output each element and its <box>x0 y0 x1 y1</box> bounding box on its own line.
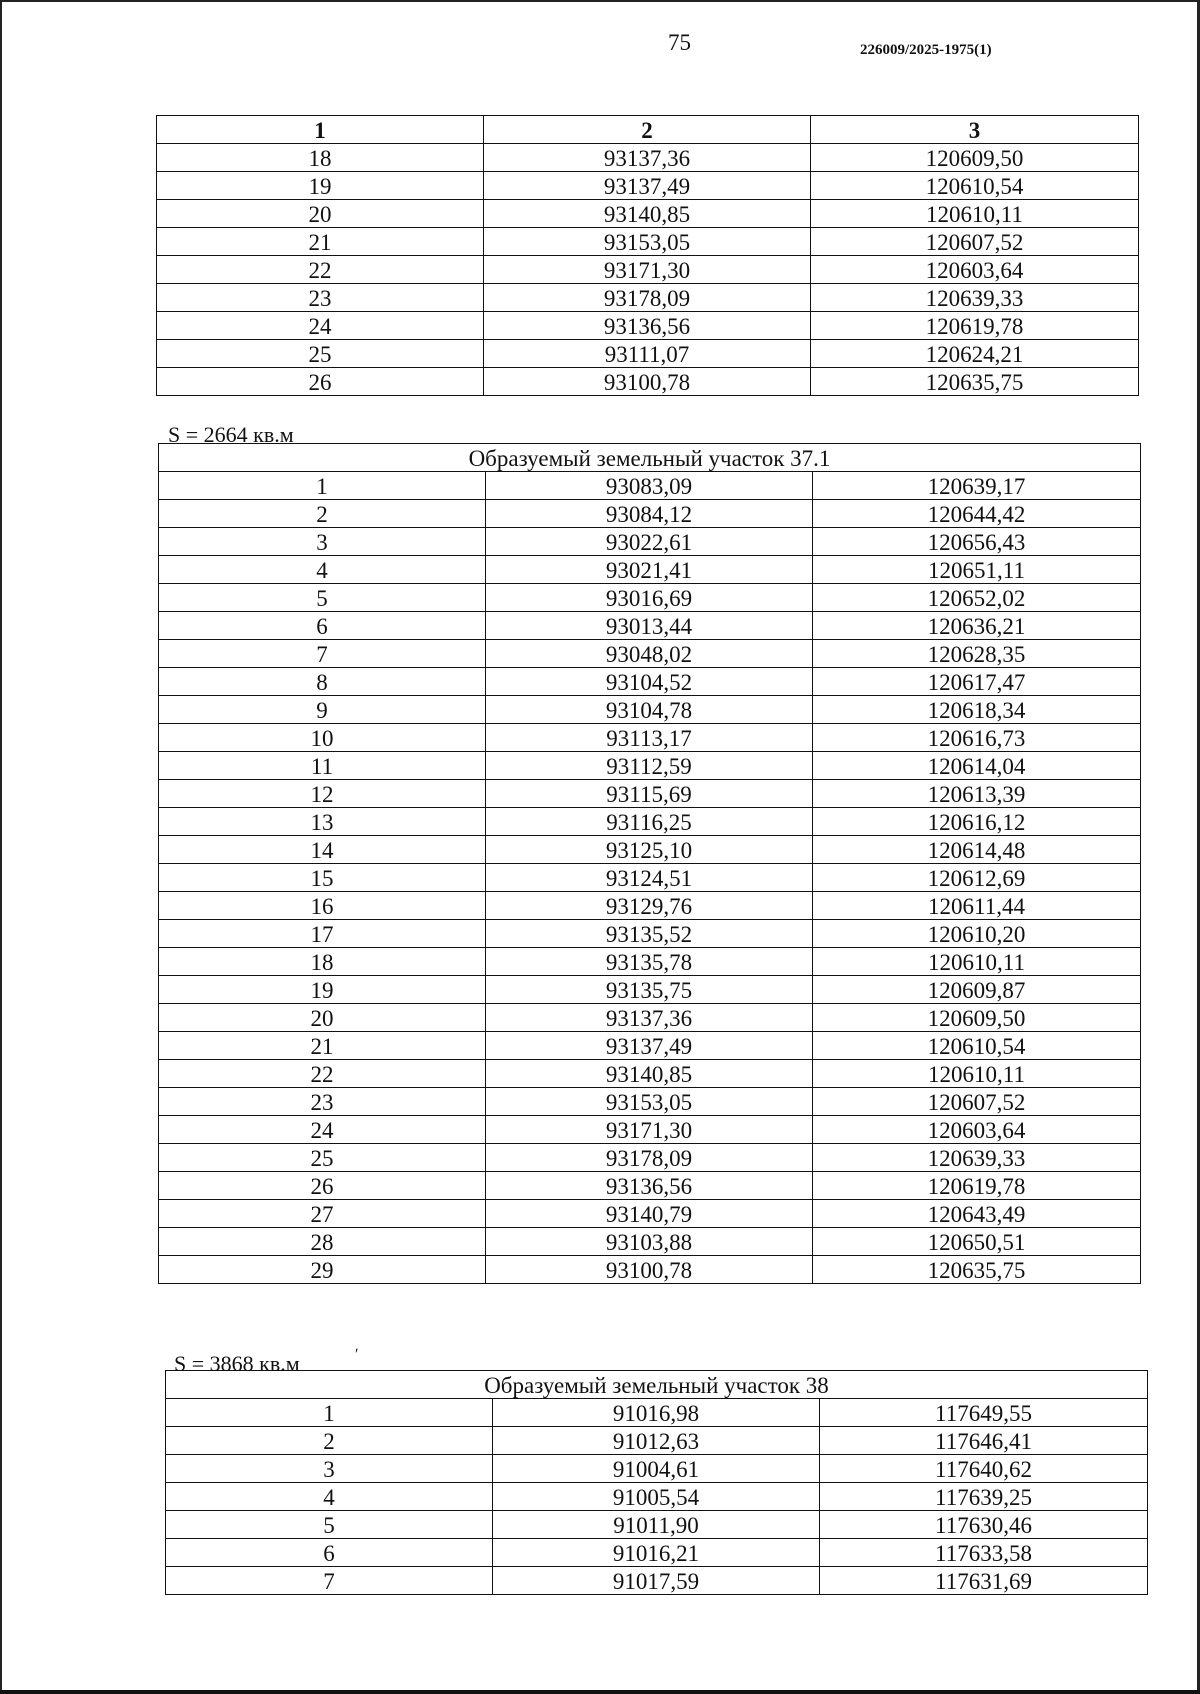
y-coordinate-cell: 120610,54 <box>811 172 1139 200</box>
point-number-cell: 18 <box>159 948 486 976</box>
table-row <box>159 1172 1141 1200</box>
table-row <box>166 1539 1148 1567</box>
point-number-cell: 24 <box>157 312 484 340</box>
point-number-cell: 28 <box>159 1228 486 1256</box>
y-coordinate-cell: 120616,73 <box>813 724 1141 752</box>
table-row <box>159 864 1141 892</box>
y-coordinate-cell: 120607,52 <box>811 228 1139 256</box>
point-number-cell: 26 <box>157 368 484 396</box>
table-row <box>157 228 1139 256</box>
table-row <box>166 1427 1148 1455</box>
point-number-cell: 21 <box>157 228 484 256</box>
table-row <box>157 368 1139 396</box>
y-coordinate-cell: 117631,69 <box>820 1567 1148 1595</box>
table-row <box>159 1088 1141 1116</box>
point-number-cell: 14 <box>159 836 486 864</box>
x-coordinate-cell: 93137,36 <box>486 1004 813 1032</box>
table-row <box>159 584 1141 612</box>
x-coordinate-cell: 93153,05 <box>484 228 811 256</box>
table-row <box>159 640 1141 668</box>
point-number-cell: 2 <box>159 500 486 528</box>
page-number: 75 <box>668 30 691 55</box>
point-number-cell: 7 <box>166 1567 493 1595</box>
table-title: Образуемый земельный участок 38 <box>166 1371 1148 1399</box>
y-coordinate-cell: 120636,21 <box>813 612 1141 640</box>
table-row <box>159 808 1141 836</box>
x-coordinate-cell: 91011,90 <box>493 1511 820 1539</box>
x-coordinate-cell: 93103,88 <box>486 1228 813 1256</box>
x-coordinate-cell: 93153,05 <box>486 1088 813 1116</box>
table-row <box>166 1455 1148 1483</box>
table-row <box>157 200 1139 228</box>
point-number-cell: 19 <box>159 976 486 1004</box>
x-coordinate-cell: 93140,79 <box>486 1200 813 1228</box>
table-row <box>159 556 1141 584</box>
x-coordinate-cell: 93178,09 <box>484 284 811 312</box>
table-row <box>157 172 1139 200</box>
x-coordinate-cell: 93104,78 <box>486 696 813 724</box>
x-coordinate-cell: 91016,21 <box>493 1539 820 1567</box>
point-number-cell: 23 <box>159 1088 486 1116</box>
coordinates-table-parcel-37-1 <box>158 443 1141 1284</box>
point-number-cell: 5 <box>159 584 486 612</box>
y-coordinate-cell: 117640,62 <box>820 1455 1148 1483</box>
point-number-cell: 1 <box>166 1399 493 1427</box>
page-edge-bottom <box>0 1690 1200 1694</box>
table-row <box>159 724 1141 752</box>
table-row <box>157 312 1139 340</box>
table-row <box>159 1116 1141 1144</box>
point-number-cell: 29 <box>159 1256 486 1284</box>
y-coordinate-cell: 120607,52 <box>813 1088 1141 1116</box>
point-number-cell: 6 <box>159 612 486 640</box>
table-row <box>166 1483 1148 1511</box>
table-row <box>159 752 1141 780</box>
y-coordinate-cell: 120614,48 <box>813 836 1141 864</box>
column-header: 3 <box>811 116 1139 144</box>
point-number-cell: 18 <box>157 144 484 172</box>
x-coordinate-cell: 93022,61 <box>486 528 813 556</box>
x-coordinate-cell: 93135,78 <box>486 948 813 976</box>
x-coordinate-cell: 93137,49 <box>486 1032 813 1060</box>
x-coordinate-cell: 93112,59 <box>486 752 813 780</box>
point-number-cell: 3 <box>166 1455 493 1483</box>
table-row <box>157 144 1139 172</box>
point-number-cell: 3 <box>159 528 486 556</box>
x-coordinate-cell: 93171,30 <box>484 256 811 284</box>
y-coordinate-cell: 120610,20 <box>813 920 1141 948</box>
y-coordinate-cell: 120618,34 <box>813 696 1141 724</box>
y-coordinate-cell: 120651,11 <box>813 556 1141 584</box>
table-title-row <box>159 444 1141 472</box>
x-coordinate-cell: 91016,98 <box>493 1399 820 1427</box>
point-number-cell: 15 <box>159 864 486 892</box>
x-coordinate-cell: 93113,17 <box>486 724 813 752</box>
x-coordinate-cell: 93137,36 <box>484 144 811 172</box>
point-number-cell: 25 <box>157 340 484 368</box>
x-coordinate-cell: 93125,10 <box>486 836 813 864</box>
x-coordinate-cell: 93115,69 <box>486 780 813 808</box>
x-coordinate-cell: 93083,09 <box>486 472 813 500</box>
x-coordinate-cell: 93084,12 <box>486 500 813 528</box>
coordinates-table-continuation <box>156 115 1139 396</box>
y-coordinate-cell: 120628,35 <box>813 640 1141 668</box>
y-coordinate-cell: 120639,17 <box>813 472 1141 500</box>
y-coordinate-cell: 120635,75 <box>813 1256 1141 1284</box>
y-coordinate-cell: 120603,64 <box>811 256 1139 284</box>
x-coordinate-cell: 91004,61 <box>493 1455 820 1483</box>
point-number-cell: 7 <box>159 640 486 668</box>
point-number-cell: 22 <box>157 256 484 284</box>
table-row <box>159 1144 1141 1172</box>
y-coordinate-cell: 120652,02 <box>813 584 1141 612</box>
area-label-parcel-37: S = 2664 кв.м <box>168 422 294 447</box>
x-coordinate-cell: 93171,30 <box>486 1116 813 1144</box>
point-number-cell: 16 <box>159 892 486 920</box>
table-row <box>166 1567 1148 1595</box>
table-row <box>159 1200 1141 1228</box>
y-coordinate-cell: 117633,58 <box>820 1539 1148 1567</box>
table-title-row <box>166 1371 1148 1399</box>
x-coordinate-cell: 93140,85 <box>486 1060 813 1088</box>
table-row <box>159 528 1141 556</box>
point-number-cell: 27 <box>159 1200 486 1228</box>
table-row <box>159 1228 1141 1256</box>
table-title: Образуемый земельный участок 37.1 <box>159 444 1141 472</box>
x-coordinate-cell: 93136,56 <box>484 312 811 340</box>
stray-mark: ʹ <box>355 1346 359 1363</box>
x-coordinate-cell: 93178,09 <box>486 1144 813 1172</box>
point-number-cell: 8 <box>159 668 486 696</box>
y-coordinate-cell: 120610,11 <box>813 1060 1141 1088</box>
table-row <box>159 612 1141 640</box>
x-coordinate-cell: 93116,25 <box>486 808 813 836</box>
point-number-cell: 9 <box>159 696 486 724</box>
table-row <box>159 892 1141 920</box>
coordinates-table-parcel-38 <box>165 1370 1148 1595</box>
x-coordinate-cell: 91005,54 <box>493 1483 820 1511</box>
table-row <box>159 948 1141 976</box>
page-edge-top <box>0 0 1200 2</box>
x-coordinate-cell: 93100,78 <box>486 1256 813 1284</box>
table-row <box>159 500 1141 528</box>
y-coordinate-cell: 120613,39 <box>813 780 1141 808</box>
y-coordinate-cell: 120609,87 <box>813 976 1141 1004</box>
point-number-cell: 24 <box>159 1116 486 1144</box>
column-header: 2 <box>484 116 811 144</box>
point-number-cell: 25 <box>159 1144 486 1172</box>
table-row <box>157 284 1139 312</box>
x-coordinate-cell: 93021,41 <box>486 556 813 584</box>
y-coordinate-cell: 120603,64 <box>813 1116 1141 1144</box>
x-coordinate-cell: 93104,52 <box>486 668 813 696</box>
point-number-cell: 6 <box>166 1539 493 1567</box>
area-label-parcel-37-1: S = 3868 кв.м <box>174 1351 300 1376</box>
y-coordinate-cell: 120612,69 <box>813 864 1141 892</box>
table-row <box>159 472 1141 500</box>
document-id: 226009/2025-1975(1) <box>860 42 992 58</box>
point-number-cell: 1 <box>159 472 486 500</box>
y-coordinate-cell: 120639,33 <box>811 284 1139 312</box>
table-row <box>159 780 1141 808</box>
x-coordinate-cell: 91017,59 <box>493 1567 820 1595</box>
y-coordinate-cell: 120609,50 <box>813 1004 1141 1032</box>
table-row <box>159 836 1141 864</box>
x-coordinate-cell: 93100,78 <box>484 368 811 396</box>
column-header: 1 <box>157 116 484 144</box>
y-coordinate-cell: 120609,50 <box>811 144 1139 172</box>
point-number-cell: 19 <box>157 172 484 200</box>
table-row <box>166 1511 1148 1539</box>
y-coordinate-cell: 117639,25 <box>820 1483 1148 1511</box>
y-coordinate-cell: 120619,78 <box>813 1172 1141 1200</box>
point-number-cell: 11 <box>159 752 486 780</box>
y-coordinate-cell: 117649,55 <box>820 1399 1148 1427</box>
y-coordinate-cell: 120624,21 <box>811 340 1139 368</box>
point-number-cell: 26 <box>159 1172 486 1200</box>
table-row <box>157 256 1139 284</box>
table-row <box>166 1399 1148 1427</box>
y-coordinate-cell: 117630,46 <box>820 1511 1148 1539</box>
table-row <box>159 920 1141 948</box>
point-number-cell: 17 <box>159 920 486 948</box>
x-coordinate-cell: 93016,69 <box>486 584 813 612</box>
y-coordinate-cell: 120610,54 <box>813 1032 1141 1060</box>
y-coordinate-cell: 120643,49 <box>813 1200 1141 1228</box>
point-number-cell: 5 <box>166 1511 493 1539</box>
y-coordinate-cell: 120610,11 <box>811 200 1139 228</box>
x-coordinate-cell: 93135,75 <box>486 976 813 1004</box>
table-row <box>159 1032 1141 1060</box>
point-number-cell: 4 <box>159 556 486 584</box>
y-coordinate-cell: 120635,75 <box>811 368 1139 396</box>
point-number-cell: 21 <box>159 1032 486 1060</box>
page-edge-left <box>0 0 2 1694</box>
point-number-cell: 22 <box>159 1060 486 1088</box>
x-coordinate-cell: 93136,56 <box>486 1172 813 1200</box>
y-coordinate-cell: 120656,43 <box>813 528 1141 556</box>
table-row <box>157 340 1139 368</box>
x-coordinate-cell: 93111,07 <box>484 340 811 368</box>
point-number-cell: 4 <box>166 1483 493 1511</box>
point-number-cell: 20 <box>157 200 484 228</box>
point-number-cell: 13 <box>159 808 486 836</box>
x-coordinate-cell: 93013,44 <box>486 612 813 640</box>
point-number-cell: 12 <box>159 780 486 808</box>
x-coordinate-cell: 93048,02 <box>486 640 813 668</box>
table-header-row <box>157 116 1139 144</box>
y-coordinate-cell: 120650,51 <box>813 1228 1141 1256</box>
table-row <box>159 1256 1141 1284</box>
table-row <box>159 696 1141 724</box>
x-coordinate-cell: 93124,51 <box>486 864 813 892</box>
y-coordinate-cell: 117646,41 <box>820 1427 1148 1455</box>
point-number-cell: 10 <box>159 724 486 752</box>
x-coordinate-cell: 93129,76 <box>486 892 813 920</box>
table-row <box>159 668 1141 696</box>
x-coordinate-cell: 91012,63 <box>493 1427 820 1455</box>
point-number-cell: 2 <box>166 1427 493 1455</box>
table-row <box>159 1004 1141 1032</box>
y-coordinate-cell: 120610,11 <box>813 948 1141 976</box>
table-row <box>159 1060 1141 1088</box>
x-coordinate-cell: 93137,49 <box>484 172 811 200</box>
y-coordinate-cell: 120616,12 <box>813 808 1141 836</box>
point-number-cell: 20 <box>159 1004 486 1032</box>
y-coordinate-cell: 120644,42 <box>813 500 1141 528</box>
y-coordinate-cell: 120614,04 <box>813 752 1141 780</box>
y-coordinate-cell: 120619,78 <box>811 312 1139 340</box>
y-coordinate-cell: 120617,47 <box>813 668 1141 696</box>
y-coordinate-cell: 120639,33 <box>813 1144 1141 1172</box>
y-coordinate-cell: 120611,44 <box>813 892 1141 920</box>
point-number-cell: 23 <box>157 284 484 312</box>
x-coordinate-cell: 93140,85 <box>484 200 811 228</box>
table-row <box>159 976 1141 1004</box>
x-coordinate-cell: 93135,52 <box>486 920 813 948</box>
